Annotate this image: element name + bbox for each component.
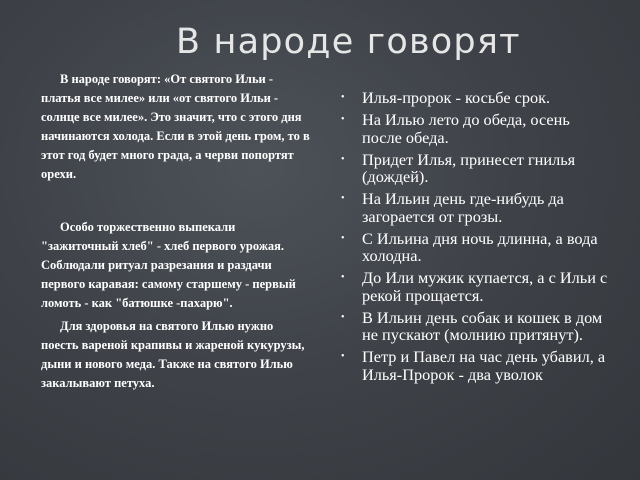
sayings-list (340, 89, 610, 388)
list-item (340, 190, 610, 225)
saying-text: Придет Илья, принесет гнилья (дождей). (362, 149, 576, 187)
saying-text: На Илью лето до обеда, осень после обеда. (362, 109, 570, 147)
bullet-icon: • (341, 351, 345, 363)
bullet-icon: • (341, 113, 345, 125)
bullet-icon: • (341, 311, 345, 323)
bullet-icon: • (341, 193, 345, 205)
left-text-column (41, 70, 311, 393)
paragraph-weather: В народе говорят: «От святого Ильи - платья все милее» или «от святого Ильи - солнце все милее». Это значит, что с этого дня начинаются холода. Если в этой день гром, то в этот год будет много града, а черви попортят орехи. (41, 72, 310, 182)
saying-text: Петр и Павел на час день убавил, а Илья-Пророк - два уволок (362, 347, 606, 385)
list-item (340, 151, 610, 186)
list-item (340, 348, 610, 383)
bullet-icon: • (341, 92, 345, 103)
list-item (340, 269, 610, 304)
list-item (340, 309, 610, 344)
paragraph-health: Для здоровья на святого Илью нужно поесть вареной крапивы и жареной кукурузы, дыни и нового меда. Также на святого Илью закалывают петуха. (41, 319, 305, 391)
list-item (340, 111, 610, 146)
saying-text: Илья-пророк - косьбе срок. (362, 88, 551, 107)
paragraph-bread: Особо торжественно выпекали "зажиточный хлеб" - хлеб первого урожая. Соблюдали ритуал разрезания и раздачи первого каравая: самому старшему - первый ломоть - как "батюшке -пахарю". (41, 219, 296, 310)
slide-title: В народе говорят (176, 22, 521, 62)
bullet-icon: • (341, 232, 345, 244)
saying-text: В Ильин день собак и кошек в дом не пускают (молнию притянут). (362, 307, 603, 345)
bullet-icon: • (341, 272, 345, 284)
saying-text: До Или мужик купается, а с Ильи с рекой прощается. (362, 268, 608, 305)
bullet-icon: • (341, 153, 345, 165)
saying-text: С Ильина дня ночь длинна, а вода холодна. (362, 228, 598, 266)
saying-text: На Ильин день где-нибудь да загорается от грозы. (362, 189, 564, 226)
list-item (340, 89, 610, 107)
list-item (340, 230, 610, 265)
